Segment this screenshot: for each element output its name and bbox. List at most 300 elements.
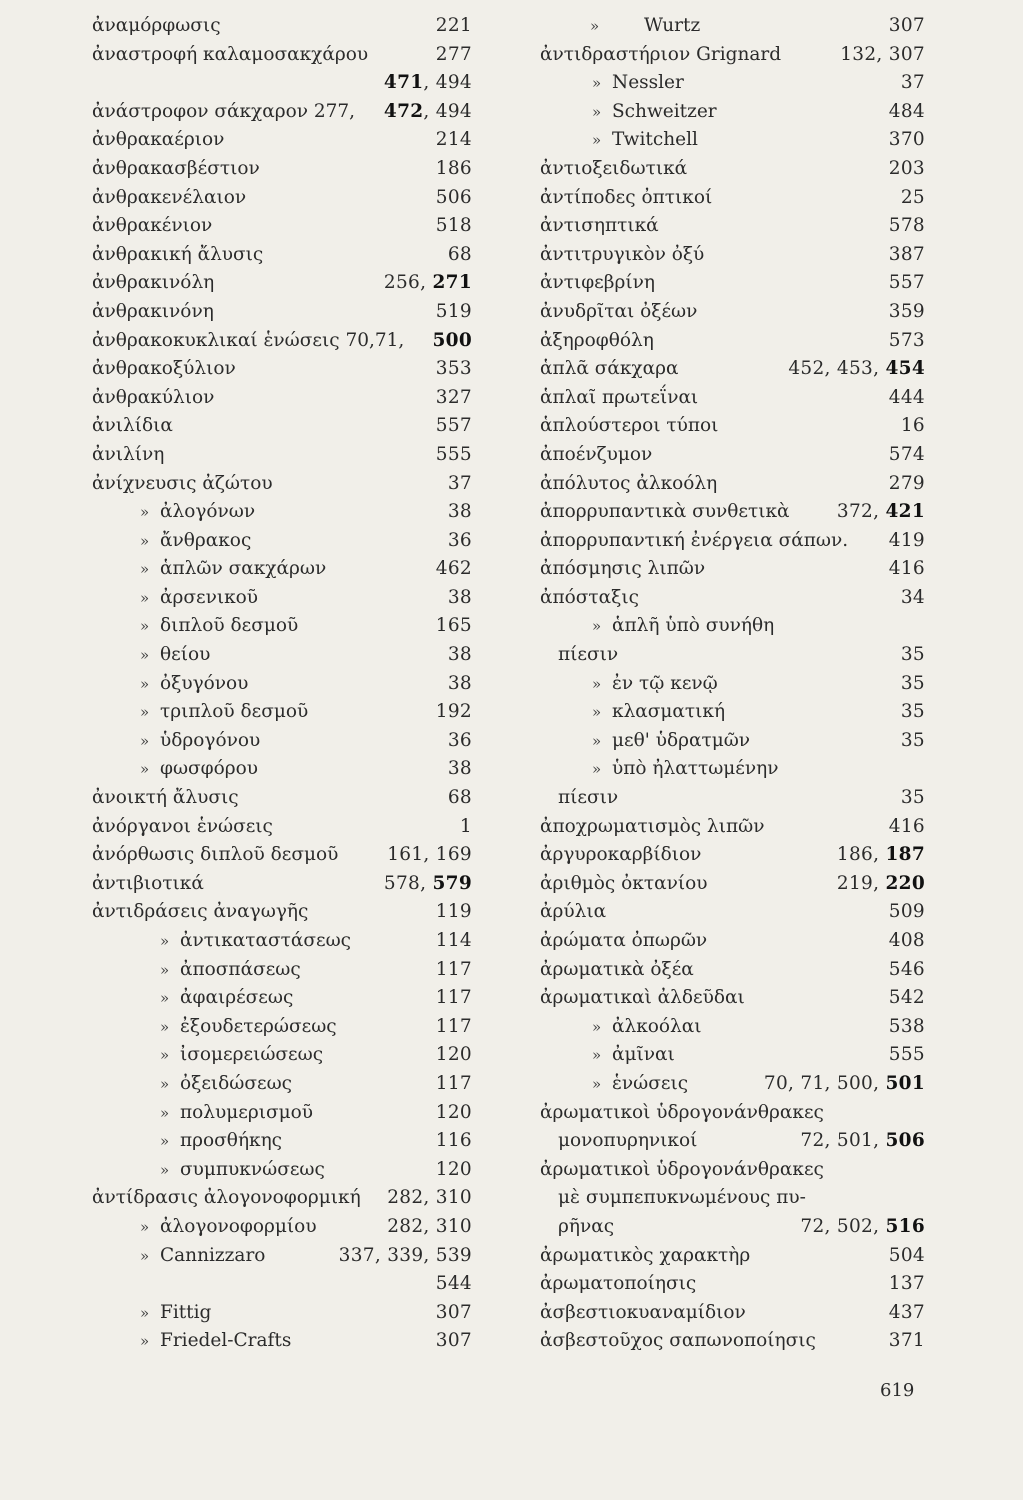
page-ref-main: 500 (432, 329, 472, 351)
index-entry (92, 1327, 472, 1356)
index-term: ἑνώσεις (612, 1072, 689, 1094)
index-entry (540, 384, 925, 413)
index-term: ἀρωματικαὶ ἀλδεῦδαι (540, 987, 745, 1009)
ditto-mark: » (160, 1160, 170, 1179)
index-term: ἀλκοόλαι (612, 1015, 702, 1037)
index-term: ἀντιφεβρίνη (540, 272, 655, 294)
page-ref: 203 (888, 157, 925, 179)
page-refs (440, 470, 472, 499)
page-refs (792, 1127, 925, 1156)
index-entry (92, 298, 472, 327)
index-term: ἄνθρακος (160, 529, 252, 551)
page-ref: 574 (888, 443, 925, 465)
index-term: ἀσβεστοῦχος σαπωνοποίησις (540, 1330, 816, 1352)
index-term: ἀντικαταστάσεως (180, 930, 352, 951)
index-entry (540, 698, 925, 727)
index-entry (92, 412, 472, 441)
page-ref: 117 (435, 1015, 472, 1037)
page-refs (379, 1184, 472, 1213)
index-term: ἀνιλίνη (92, 443, 165, 465)
page-ref-main: 220 (885, 872, 925, 894)
index-entry (540, 727, 925, 756)
index-term: ἀσβεστιοκυαναμίδιον (540, 1301, 746, 1323)
page-refs (881, 126, 925, 155)
ditto-mark: » (160, 1017, 170, 1036)
ditto-mark: » (592, 1017, 602, 1036)
page-refs (376, 69, 472, 98)
page-refs (893, 412, 925, 441)
index-term: ἀρωματικοὶ ὑδρογονάνθρακες (540, 1101, 824, 1123)
index-term: ἀνθρακινόλη (92, 272, 215, 294)
page-refs (428, 384, 472, 413)
index-entry (540, 584, 925, 613)
index-term: ἐν τῷ κενῷ (612, 672, 718, 694)
page-ref: 327 (435, 386, 472, 408)
index-entry (92, 12, 472, 41)
page-ref: 279 (888, 472, 925, 494)
page-ref: 165 (435, 615, 472, 637)
index-entry (92, 241, 472, 270)
page-ref: 38 (447, 644, 472, 666)
page-ref: 37 (447, 472, 472, 494)
index-entry (540, 956, 925, 985)
index-term: ἀπόσταξις (540, 586, 639, 608)
ditto-mark: » (160, 1046, 170, 1065)
ditto-mark: » (140, 760, 150, 779)
ditto-mark: » (592, 1046, 602, 1065)
index-entry (92, 698, 472, 727)
page-ref-main: 506 (885, 1130, 925, 1152)
ditto-mark: » (592, 1074, 602, 1093)
index-entry (540, 1156, 925, 1185)
index-entry (540, 1242, 925, 1271)
index-entry (540, 412, 925, 441)
page-refs (440, 641, 472, 670)
ditto-mark: » (592, 131, 602, 150)
page-ref: 307 (435, 1301, 472, 1323)
page-refs (893, 641, 925, 670)
index-entry (92, 1213, 472, 1242)
ditto-mark: » (160, 989, 170, 1008)
index-term: ἀντισηπτικά (540, 215, 659, 237)
index-term: ἀντιτρυγικὸν ὀξύ (540, 243, 705, 265)
page-ref: 452, 453, (788, 358, 886, 380)
page-ref: 337, 339, 539 (338, 1244, 472, 1266)
page-ref: 416 (888, 558, 925, 580)
page-refs (428, 441, 472, 470)
page-refs (893, 727, 925, 756)
index-term: ἀρωματοποίησις (540, 1273, 697, 1295)
page-ref: 219, (836, 872, 886, 894)
page-ref: 72, 501, (800, 1130, 886, 1152)
index-term: ἀντίδρασις ἀλογονοφορμική (92, 1187, 361, 1209)
page-ref: 37 (900, 72, 925, 94)
index-entry (540, 1270, 925, 1299)
page-refs (893, 698, 925, 727)
page-ref: 120 (435, 1158, 472, 1180)
index-entry (540, 1184, 925, 1213)
page-refs (881, 241, 925, 270)
index-term: Cannizzaro (160, 1244, 266, 1266)
index-entry (92, 470, 472, 499)
index-term: ἀξηροφθόλη (540, 329, 654, 351)
index-term: ἀνθρακενέλαιον (92, 186, 247, 208)
page-refs (428, 698, 472, 727)
page-ref: 408 (888, 930, 925, 951)
index-term: κλασματική (612, 701, 726, 723)
index-term: ἀνόργανοι ἑνώσεις (92, 815, 273, 837)
page-ref: 509 (888, 901, 925, 923)
page-ref: 117 (435, 1072, 472, 1094)
index-entry (92, 1127, 472, 1156)
page-ref: 538 (888, 1015, 925, 1037)
index-entry (92, 841, 472, 870)
index-entry (540, 813, 925, 842)
index-term: ἀρωματικοὶ ὑδρογονάνθρακες (540, 1158, 824, 1180)
index-term: ἀπόλυτος ἀλκοόλη (540, 472, 718, 494)
index-term: θείου (160, 644, 211, 666)
page-refs (829, 841, 925, 870)
ditto-mark: » (140, 674, 150, 693)
index-entry (92, 1156, 472, 1185)
page-ref: 214 (435, 129, 472, 151)
index-term: Nessler (612, 72, 684, 94)
index-term: ἁπλαῖ πρωτεΐναι (540, 386, 699, 408)
page-refs (881, 1242, 925, 1271)
index-term: ἁπλῆ ὑπὸ συνήθη (612, 615, 775, 637)
page-refs (428, 298, 472, 327)
page-refs (881, 384, 925, 413)
page-ref: 114 (435, 930, 472, 951)
page-ref: 484 (888, 100, 925, 122)
page-ref: 72, 502, (800, 1215, 886, 1237)
index-entry (92, 1070, 472, 1099)
page-ref-main: 516 (885, 1215, 925, 1237)
page-ref: 546 (888, 958, 925, 980)
page-refs (829, 870, 925, 899)
page-ref: 370 (888, 129, 925, 151)
index-entry (92, 927, 472, 956)
index-term: ἀρσενικοῦ (160, 586, 259, 608)
page-refs (428, 184, 472, 213)
page-refs (893, 584, 925, 613)
ditto-mark: » (592, 760, 602, 779)
page-ref: 38 (447, 758, 472, 780)
index-entry (540, 298, 925, 327)
page-ref: 282, 310 (387, 1187, 472, 1209)
page-ref-main: 454 (885, 358, 925, 380)
page-refs (376, 269, 472, 298)
page-ref: 186, (836, 844, 886, 866)
page-refs (428, 984, 472, 1013)
page-ref: 256, (383, 272, 433, 294)
index-term: ἀνίχνευσις ἀζώτου (92, 472, 273, 494)
page-ref: 35 (900, 787, 925, 809)
page-refs (881, 927, 925, 956)
page-ref: 68 (447, 787, 472, 809)
page-ref: 462 (435, 558, 472, 580)
index-entry (92, 498, 472, 527)
page-refs (881, 1013, 925, 1042)
index-entry (92, 69, 472, 98)
index-term: ἐξουδετερώσεως (180, 1015, 337, 1037)
index-entry (92, 898, 472, 927)
page-ref: , 494 (423, 72, 472, 94)
index-term: ἀλογόνων (160, 501, 256, 523)
page-refs (440, 784, 472, 813)
page-number: 619 (880, 1380, 915, 1401)
ditto-mark: » (160, 960, 170, 979)
page-refs (428, 1099, 472, 1128)
index-term: ἀνθρακοκυκλικαί ἑνώσεις 70,71, (92, 329, 405, 351)
index-term: διπλοῦ δεσμοῦ (160, 615, 299, 637)
index-entry (92, 527, 472, 556)
page-refs (881, 269, 925, 298)
page-ref: 119 (435, 901, 472, 923)
index-term: Fittig (160, 1301, 212, 1323)
index-entry (92, 1270, 472, 1299)
index-entry (540, 641, 925, 670)
index-entry (92, 184, 472, 213)
ditto-mark: » (140, 646, 150, 665)
page-ref: 116 (435, 1130, 472, 1152)
index-entry (540, 1070, 925, 1099)
index-entry (92, 584, 472, 613)
ditto-mark: » (140, 1246, 150, 1265)
page-ref-main: 187 (885, 844, 925, 866)
ditto-mark: » (592, 74, 602, 93)
index-term: Wurtz (644, 15, 701, 36)
index-entry (92, 956, 472, 985)
page-ref: 186 (435, 157, 472, 179)
index-entry (92, 269, 472, 298)
ditto-mark: » (140, 560, 150, 579)
index-entry (540, 1099, 925, 1128)
page-ref: 573 (888, 329, 925, 351)
page-ref: 117 (435, 987, 472, 1009)
index-entry (92, 984, 472, 1013)
page-refs (881, 155, 925, 184)
index-entry (540, 555, 925, 584)
index-term: ἀπόσμησις λιπῶν (540, 558, 706, 580)
index-term: ἀνάστροφον σάκχαρον 277, (92, 100, 356, 122)
page-ref: 557 (435, 415, 472, 437)
ditto-mark: » (592, 731, 602, 750)
page-refs (428, 1299, 472, 1328)
ditto-mark: » (140, 703, 150, 722)
index-term: ἀνυδρῖται ὀξέων (540, 300, 698, 322)
page-ref: 359 (888, 300, 925, 322)
page-refs (428, 1041, 472, 1070)
page-refs (440, 727, 472, 756)
page-refs (881, 555, 925, 584)
index-entry (92, 1099, 472, 1128)
page-refs (881, 984, 925, 1013)
page-refs (881, 1041, 925, 1070)
index-term: ἀντιδραστήριον Grignard (540, 43, 782, 65)
ditto-mark: » (590, 17, 600, 35)
index-term: ἰσομερειώσεως (180, 1044, 324, 1066)
index-term: ἀπορρυπαντική ἐνέργεια σάπων. (540, 529, 849, 551)
page-ref: 419 (888, 529, 925, 551)
page-refs (893, 184, 925, 213)
page-refs (881, 898, 925, 927)
page-refs (428, 1127, 472, 1156)
page-ref: 1 (459, 815, 472, 837)
index-term: πίεσιν (558, 787, 619, 809)
index-term: ἀνθρακοξύλιον (92, 358, 236, 380)
index-entry (92, 98, 472, 127)
index-term: ἁπλῶν σακχάρων (160, 558, 327, 580)
index-term: ἀντίποδες ὀπτικοί (540, 186, 713, 208)
page-ref: 372, (836, 501, 886, 523)
index-term: ἀρωματικὸς χαρακτὴρ (540, 1244, 751, 1266)
index-term: ἀνθρακαέριον (92, 129, 225, 151)
page-refs (440, 670, 472, 699)
index-entry (92, 212, 472, 241)
ditto-mark: » (140, 617, 150, 636)
page-refs (756, 1070, 925, 1099)
index-entry (540, 927, 925, 956)
index-entry (92, 155, 472, 184)
page-refs (881, 470, 925, 499)
page-ref: 70, 71, 500, (763, 1072, 886, 1094)
page-ref-main: 271 (432, 272, 472, 294)
index-term: ἀλογονοφορμίου (160, 1215, 317, 1237)
page-ref-main: 579 (432, 872, 472, 894)
page-refs (379, 841, 472, 870)
index-entry (540, 12, 925, 41)
ditto-mark: » (140, 1217, 150, 1236)
page-refs (881, 298, 925, 327)
index-term: μονοπυρηνικοί (558, 1130, 698, 1152)
index-entry (540, 98, 925, 127)
page-refs (428, 555, 472, 584)
page-ref: 277 (435, 43, 472, 65)
index-entry (540, 355, 925, 384)
index-term: ἀμῖναι (612, 1044, 675, 1066)
page-refs (881, 1270, 925, 1299)
index-term: ἀριθμὸς ὀκτανίου (540, 872, 708, 894)
page-ref: 38 (447, 586, 472, 608)
ditto-mark: » (160, 1074, 170, 1093)
index-entry (540, 155, 925, 184)
page-ref: 387 (888, 243, 925, 265)
page-ref: 371 (888, 1330, 925, 1352)
index-entry (540, 441, 925, 470)
page-ref-main: 421 (885, 501, 925, 523)
index-entry (540, 498, 925, 527)
page-ref: 444 (888, 386, 925, 408)
page-ref: 120 (435, 1044, 472, 1066)
index-entry (540, 612, 925, 641)
index-entry (540, 41, 925, 70)
ditto-mark: » (140, 1332, 150, 1351)
index-term: ἀνθρακασβέστιον (92, 157, 260, 179)
page-ref: 34 (900, 586, 925, 608)
page-ref: 282, 310 (387, 1215, 472, 1237)
index-entry (92, 384, 472, 413)
index-entry (540, 269, 925, 298)
index-term: συμπυκνώσεως (180, 1158, 325, 1180)
page-ref: , 494 (423, 100, 472, 122)
page-refs (792, 1213, 925, 1242)
page-refs (881, 327, 925, 356)
page-ref: 518 (435, 215, 472, 237)
index-entry (540, 184, 925, 213)
index-term: ἀνθρακική ἄλυσις (92, 243, 264, 265)
index-entry (540, 870, 925, 899)
page-refs (428, 898, 472, 927)
index-term: ἀποσπάσεως (180, 958, 301, 980)
index-term: ἀνθρακένιον (92, 215, 213, 237)
index-term: ἀνόρθωσις διπλοῦ δεσμοῦ (92, 844, 339, 866)
index-entry (92, 355, 472, 384)
ditto-mark: » (140, 588, 150, 607)
page-ref: 35 (900, 672, 925, 694)
page-refs (440, 755, 472, 784)
page-ref: 504 (888, 1244, 925, 1266)
ditto-mark: » (140, 731, 150, 750)
page-ref: 221 (435, 15, 472, 36)
page-refs (428, 1327, 472, 1356)
index-term: ὀξυγόνου (160, 672, 249, 694)
page-ref: 555 (435, 443, 472, 465)
page-refs (428, 927, 472, 956)
index-term: ρῆνας (558, 1215, 615, 1237)
page-refs (440, 498, 472, 527)
ditto-mark: » (140, 503, 150, 522)
page-refs (379, 1213, 472, 1242)
page-refs (881, 12, 925, 41)
page-ref: 38 (447, 501, 472, 523)
index-term: ἁπλᾶ σάκχαρα (540, 358, 679, 380)
ditto-mark: » (592, 703, 602, 722)
index-entry (540, 69, 925, 98)
index-entry (540, 784, 925, 813)
page-ref-main: 471 (383, 72, 424, 94)
index-term: Friedel-Crafts (160, 1330, 292, 1352)
page-refs (881, 956, 925, 985)
index-term: ἀργυροκαρβίδιον (540, 844, 702, 866)
index-entry (92, 670, 472, 699)
page-refs (893, 670, 925, 699)
page-ref: 120 (435, 1101, 472, 1123)
index-term: τριπλοῦ δεσμοῦ (160, 701, 309, 723)
index-entry (92, 784, 472, 813)
page-ref: 36 (447, 729, 472, 751)
index-term: προσθήκης (180, 1130, 283, 1152)
page-refs (832, 41, 925, 70)
ditto-mark: » (140, 1303, 150, 1322)
index-term: ἀποχρωματισμὸς λιπῶν (540, 815, 765, 837)
index-entry (92, 1013, 472, 1042)
page-ref: 117 (435, 958, 472, 980)
index-entry (92, 555, 472, 584)
index-term: ἀποένζυμον (540, 443, 653, 465)
ditto-mark: » (592, 674, 602, 693)
page-ref: 542 (888, 987, 925, 1009)
page-ref: 35 (900, 644, 925, 666)
index-term: ἀφαιρέσεως (180, 987, 294, 1009)
index-entry (92, 327, 472, 356)
index-entry (540, 241, 925, 270)
page-refs (440, 527, 472, 556)
page-ref: 36 (447, 529, 472, 551)
page-refs (428, 41, 472, 70)
ditto-mark: » (160, 1103, 170, 1122)
page-refs (428, 212, 472, 241)
